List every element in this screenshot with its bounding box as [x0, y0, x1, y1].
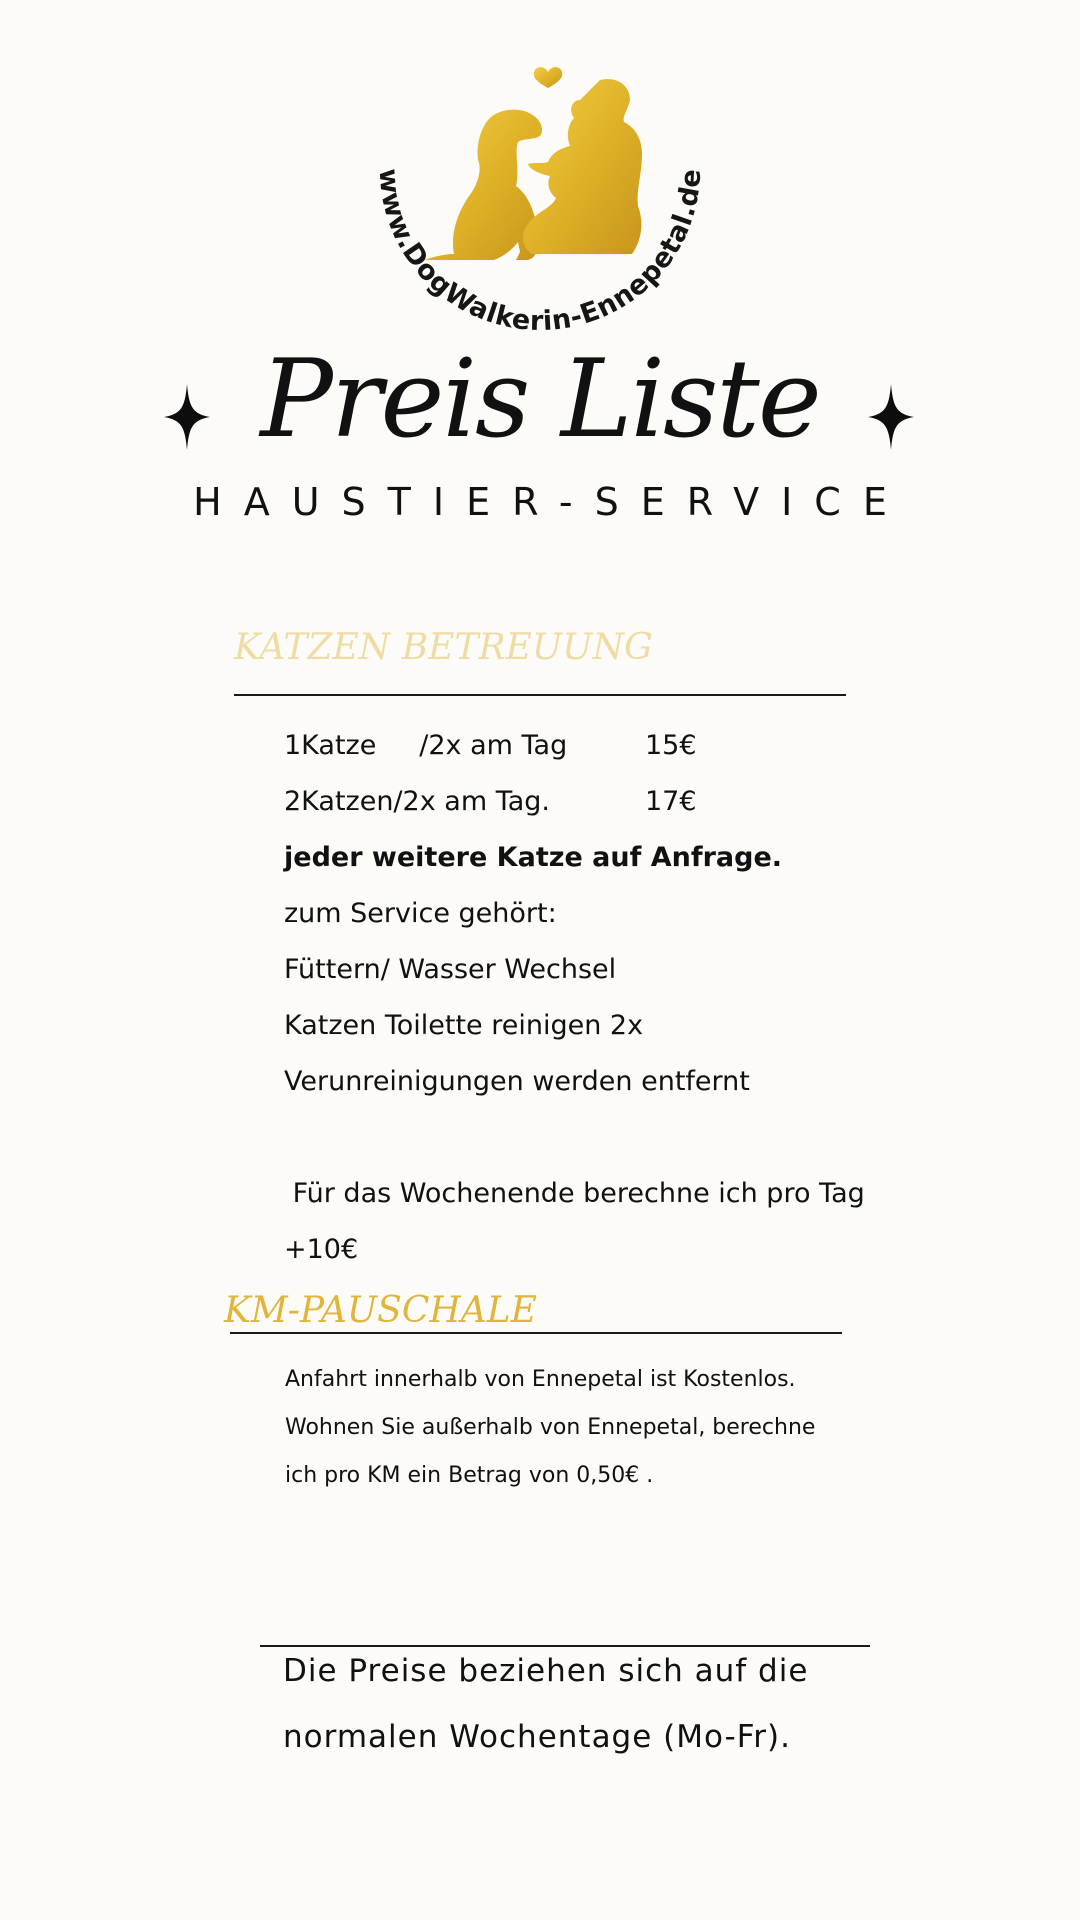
page-subtitle: HAUSTIER-SERVICE	[193, 480, 909, 524]
price-row-label: 2Katzen/2x am Tag.	[284, 786, 550, 817]
km-info-line: Anfahrt innerhalb von Ennepetal ist Kostenlos.	[285, 1367, 796, 1392]
km-info-line: ich pro KM ein Betrag von 0,50€ .	[285, 1463, 654, 1488]
page-title: Preis Liste	[260, 337, 820, 462]
price-row-value: 15€	[645, 730, 697, 761]
section-heading-km: KM-PAUSCHALE	[224, 1290, 537, 1331]
service-line: Verunreinigungen werden entfernt	[284, 1066, 750, 1097]
price-row-value: 17€	[645, 786, 697, 817]
service-line: zum Service gehört:	[284, 898, 557, 929]
service-line: Füttern/ Wasser Wechsel	[284, 954, 617, 985]
footer-note-line: Die Preise beziehen sich auf die	[283, 1653, 809, 1689]
divider-cats	[234, 694, 846, 696]
km-info-line: Wohnen Sie außerhalb von Ennepetal, berechne	[285, 1415, 816, 1440]
dog-and-woman-heart-icon	[424, 67, 642, 260]
dog-walker-logo	[360, 60, 720, 350]
extra-cat-note: jeder weitere Katze auf Anfrage.	[284, 842, 783, 873]
website-url: www.DogWalkerin-Ennepetal.de	[372, 167, 708, 338]
weekend-surcharge-text: Für das Wochenende berechne ich pro Tag	[284, 1178, 865, 1209]
divider-km	[230, 1332, 842, 1334]
service-line: Katzen Toilette reinigen 2x	[284, 1010, 644, 1041]
weekend-surcharge-value: +10€	[284, 1234, 359, 1265]
footer-note-line: normalen Wochentage (Mo-Fr).	[283, 1719, 792, 1755]
section-heading-cats: KATZEN BETREUUNG	[234, 627, 653, 668]
price-row-label: 1Katze /2x am Tag	[284, 730, 568, 761]
